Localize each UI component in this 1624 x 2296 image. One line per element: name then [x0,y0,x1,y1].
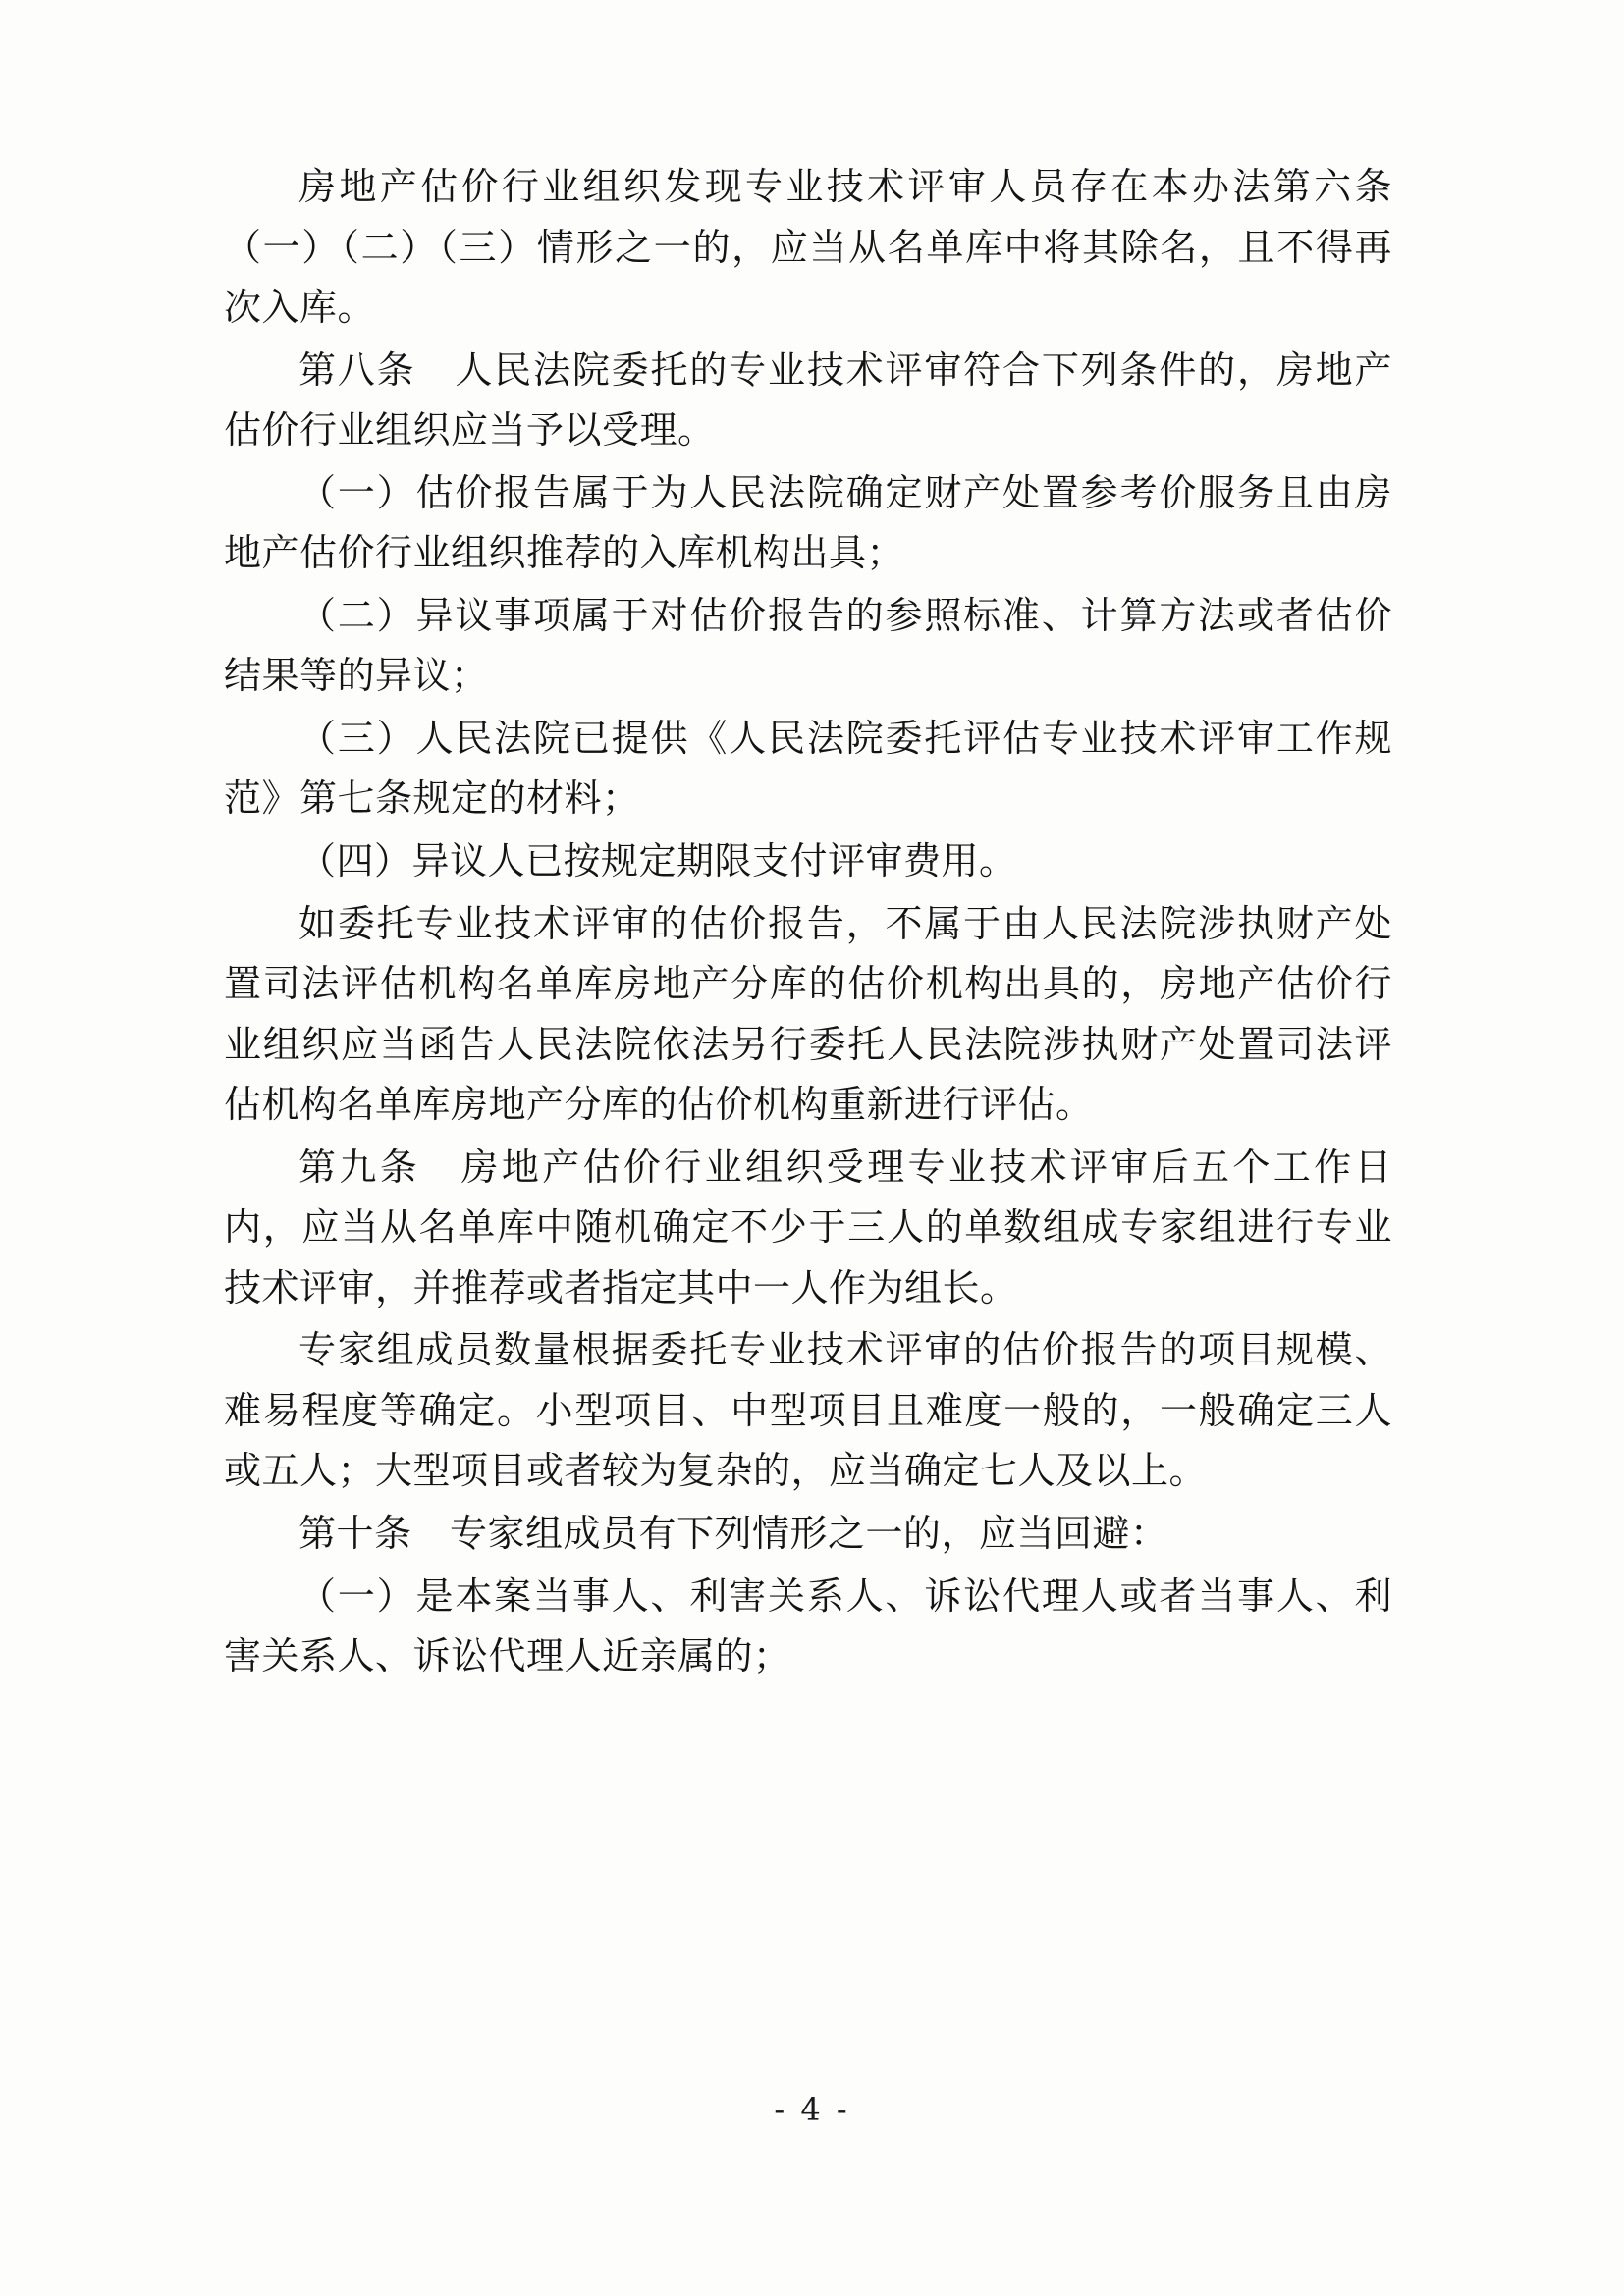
paragraph: 第十条 专家组成员有下列情形之一的，应当回避： [298,1512,1168,1556]
paragraph: （二）异议事项属于对估价报告的参照标准、计算方法或者估价结果等的异议； [224,593,1392,698]
paragraph: （三）人民法院已提供《人民法院委托评估专业技术评审工作规范》第七条规定的材料； [224,716,1392,821]
paragraph: 专家组成员数量根据委托专业技术评审的估价报告的项目规模、难易程度等确定。小型项目、中型项目且难度一般的，一般确定三人或五人；大型项目或者较为复杂的，应当确定七人及以上。 [224,1328,1392,1493]
paragraph: 如委托专业技术评审的估价报告，不属于由人民法院涉执财产处置司法评估机构名单库房地产分库的估价机构出具的，房地产估价行业组织应当函告人民法院依法另行委托人民法院涉执财产处置司法评估机构名单库房地产分库的估价机构重新进行评估。 [224,901,1392,1127]
paragraph: 第九条 房地产估价行业组织受理专业技术评审后五个工作日内，应当从名单库中随机确定不少于三人的单数组成专家组进行专业技术评审，并推荐或者指定其中一人作为组长。 [224,1145,1392,1309]
paragraph: 房地产估价行业组织发现专业技术评审人员存在本办法第六条（一）（二）（三）情形之一的，应当从名单库中将其除名，且不得再次入库。 [224,165,1392,330]
document-body [224,157,1392,1689]
page-number: - 4 - [774,2091,850,2128]
paragraph: （一）估价报告属于为人民法院确定财产处置参考价服务且由房地产估价行业组织推荐的入库机构出具； [224,470,1392,575]
paragraph: （一）是本案当事人、利害关系人、诉讼代理人或者当事人、利害关系人、诉讼代理人近亲属的； [224,1574,1392,1679]
paragraph: （四）异议人已按规定期限支付评审费用。 [298,839,1017,883]
paragraph: 第八条 人民法院委托的专业技术评审符合下列条件的，房地产估价行业组织应当予以受理。 [224,347,1392,453]
